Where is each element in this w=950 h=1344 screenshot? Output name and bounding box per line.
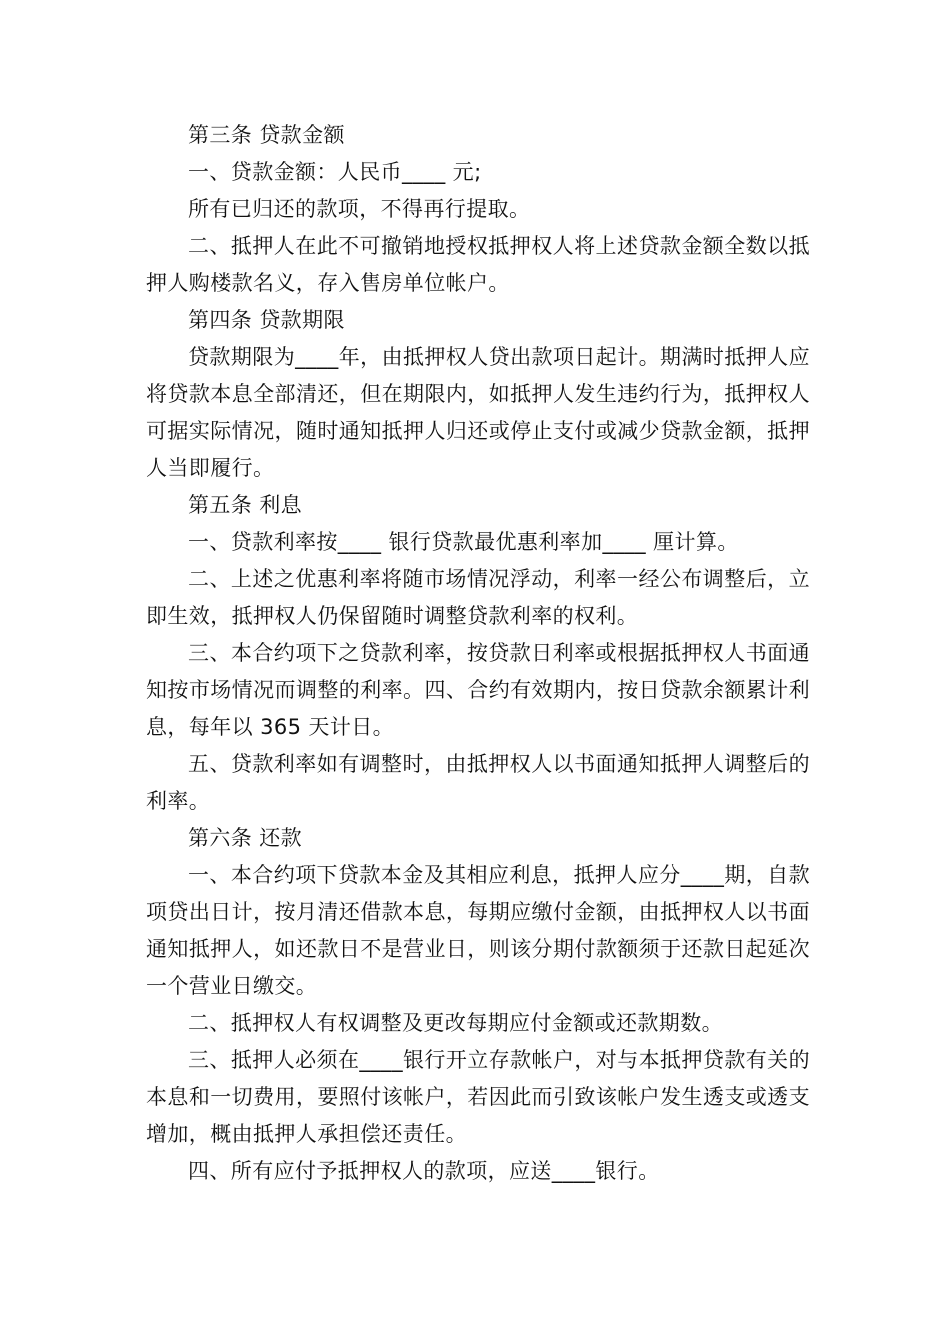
paragraph: 所有已归还的款项，不得再行提取。 xyxy=(188,197,531,221)
paragraph: 二、抵押人在此不可撤销地授权抵押权人将上述贷款金额全数以抵押人购楼款名义，存入售房单位帐户。 xyxy=(146,234,810,295)
paragraph: 五、贷款利率如有调整时，由抵押权人以书面通知抵押人调整后的利率。 xyxy=(146,752,810,813)
paragraph: 一、贷款金额：人民币____ 元; xyxy=(188,160,482,184)
paragraph: 三、本合约项下之贷款利率，按贷款日利率或根据抵押权人书面通知按市场情况而调整的利率。四、合约有效期内，按日贷款余额累计利息，每年以 365 天计日。 xyxy=(146,641,810,739)
section-heading-5: 第五条 利息 xyxy=(188,493,303,517)
paragraph: 一、本合约项下贷款本金及其相应利息，抵押人应分____期，自款项贷出日计，按月清还借款本息，每期应缴付金额，由抵押权人以书面通知抵押人，如还款日不是营业日，则该分期付款额须于还款日起延次一个营业日缴交。 xyxy=(146,863,810,998)
document-body xyxy=(146,117,810,1190)
section-heading-3: 第三条 贷款金额 xyxy=(188,123,345,147)
paragraph: 二、抵押权人有权调整及更改每期应付金额或还款期数。 xyxy=(188,1011,723,1035)
paragraph: 贷款期限为____年，由抵押权人贷出款项日起计。期满时抵押人应将贷款本息全部清还，但在期限内，如抵押人发生违约行为，抵押权人可据实际情况，随时通知抵押人归还或停止支付或减少贷款金额，抵押人当即履行。 xyxy=(146,345,810,480)
paragraph: 四、所有应付予抵押权人的款项，应送____银行。 xyxy=(188,1159,660,1183)
paragraph: 三、抵押人必须在____银行开立存款帐户，对与本抵押贷款有关的本息和一切费用，要照付该帐户，若因此而引致该帐户发生透支或透支增加，概由抵押人承担偿还责任。 xyxy=(146,1048,810,1146)
section-heading-4: 第四条 贷款期限 xyxy=(188,308,345,332)
section-heading-6: 第六条 还款 xyxy=(188,826,303,850)
paragraph: 一、贷款利率按____ 银行贷款最优惠利率加____ 厘计算。 xyxy=(188,530,739,554)
paragraph: 二、上述之优惠利率将随市场情况浮动，利率一经公布调整后，立即生效，抵押权人仍保留随时调整贷款利率的权利。 xyxy=(146,567,810,628)
